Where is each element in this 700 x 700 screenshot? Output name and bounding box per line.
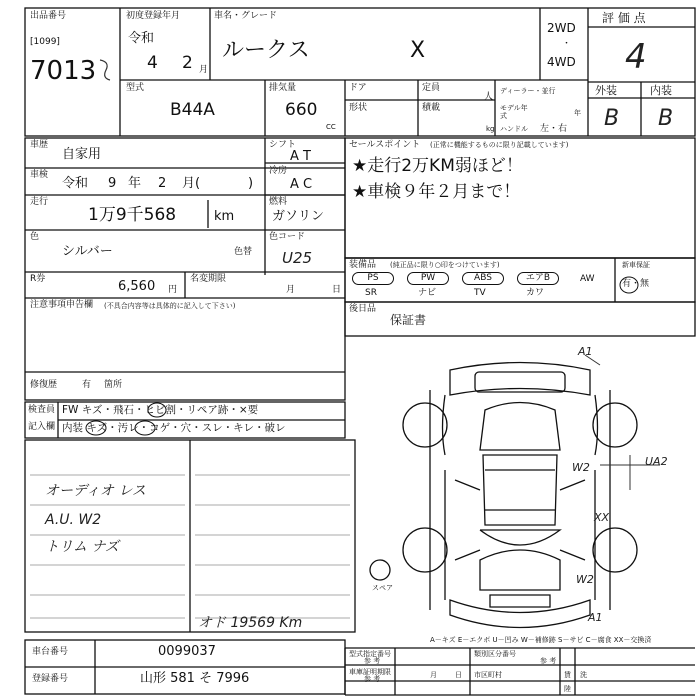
type-ref: 参 考: [364, 657, 381, 665]
interior-label: 内装: [650, 84, 672, 97]
cc-unit: CC: [326, 123, 336, 131]
memo-line-2: A.U. W2: [45, 512, 102, 528]
cert-ref: 参 考: [364, 675, 381, 683]
mileage-value: 1万9千568: [88, 205, 177, 225]
history-label: 車歴: [30, 140, 49, 150]
equip-airbag: エアB: [517, 272, 559, 285]
reg-year: 4: [147, 53, 158, 73]
mileage-memo: オド 19569 Km: [198, 615, 303, 631]
sales-point-1: ★走行2万KM弱ほど！: [352, 156, 523, 176]
door-label: ドア: [349, 83, 367, 93]
car-grade: X: [410, 38, 426, 63]
reg-year-label: 初度登録年月: [126, 11, 181, 21]
load-unit: kg: [486, 125, 495, 133]
notes-label: 注意事項申告欄: [30, 300, 94, 310]
color-label: 色: [30, 232, 40, 242]
mileage-label: 走行: [30, 197, 49, 207]
equip-tv: TV: [474, 288, 486, 298]
damage-mark-w2-rear: W2: [576, 573, 594, 586]
model-value: B44A: [170, 100, 215, 120]
shaken-close: ): [248, 176, 254, 191]
drive-4wd: 4WD: [547, 55, 576, 69]
dealer-label: ディーラー・並行: [500, 87, 556, 95]
repair-value: 有: [82, 380, 92, 390]
load-label: 積載: [422, 103, 441, 113]
equipment-label: 装備品: [349, 260, 377, 270]
mileage-unit: km: [214, 209, 235, 224]
capacity-unit: 人: [484, 92, 494, 102]
inspector-label-2: 記入欄: [28, 422, 56, 432]
score-label: 評 価 点: [602, 11, 646, 25]
handle-label: ハンドル: [500, 125, 528, 133]
city-label: 市区町村: [474, 671, 502, 679]
color-value: シルバー: [62, 244, 113, 259]
lot-no-label: 出品番号: [30, 11, 67, 21]
color-code-value: U25: [282, 249, 313, 267]
color-code-label: 色コード: [269, 232, 306, 242]
cert-month: 月: [430, 671, 437, 679]
handle-value: 左・右: [540, 124, 568, 134]
inspector-label-1: 検査員: [28, 405, 56, 415]
lot-number: 7013: [30, 56, 97, 86]
documents-value: 保証書: [390, 313, 427, 327]
other-label: 陸: [564, 685, 571, 693]
exterior-label: 外装: [595, 84, 617, 97]
history-value: 自家用: [62, 147, 102, 162]
inspector-line-1: FW キズ・飛石・ヒビ割・リペア跡・×要: [62, 404, 259, 416]
inspector-line-2: 内装 キズ・汚レ・コゲ・穴・スレ・キレ・破レ: [62, 422, 286, 434]
damage-legend: A－キズ E－エクボ U－凹み W－補修跡 S－サビ C－腐食 XX－交換済: [430, 636, 652, 644]
displacement-value: 660: [285, 100, 318, 120]
interior-grade: B: [658, 106, 674, 131]
damage-mark-xx: XX: [594, 511, 610, 524]
shaken-era: 令和: [62, 176, 89, 191]
meigi-month: 月: [286, 285, 296, 295]
meigi-day: 日: [332, 285, 342, 295]
equip-ps: PS: [352, 272, 394, 285]
type-label: 型式指定番号: [349, 650, 391, 658]
reg-era: 令和: [128, 31, 155, 46]
equip-abs: ABS: [462, 272, 504, 285]
shaken-label: 車検: [30, 170, 49, 180]
damage-mark-ua2: UA2: [645, 455, 668, 468]
class-label: 類別区分番号: [474, 650, 516, 658]
shape-label: 形状: [349, 103, 368, 113]
damage-mark-a1-top: A1: [578, 345, 593, 358]
chassis-label: 車台番号: [32, 647, 69, 657]
chassis-value: 0099037: [158, 644, 216, 659]
equip-leather: カワ: [526, 288, 545, 298]
wash-label: 洗: [580, 671, 587, 679]
sales-note: (正常に機能するものに限り記載しています): [430, 141, 569, 149]
sales-label: セールスポイント: [349, 140, 421, 150]
documents-label: 後日品: [349, 304, 377, 314]
shaken-year: 9: [108, 176, 117, 191]
exterior-grade: B: [604, 106, 620, 131]
equip-sr: SR: [365, 288, 377, 298]
shaken-month-unit: 月(: [182, 176, 201, 191]
cert-label: 車庫証明期限: [349, 668, 391, 676]
sales-point-2: ★車検９年２月まで！: [352, 182, 521, 202]
new-car-warranty-value: 有・無: [622, 279, 650, 289]
damage-mark-w2-right: W2: [572, 461, 590, 474]
registration-label: 登録番号: [32, 674, 69, 684]
model-year-label: モデル年式: [500, 104, 528, 120]
equip-pw: PW: [407, 272, 449, 285]
registration-value: 山形 581 そ 7996: [140, 671, 250, 686]
drive-dot: ・: [562, 39, 572, 49]
meigi-label: 名変期限: [190, 274, 227, 284]
car-diagram: [370, 363, 637, 628]
color-change-label: 色替: [234, 247, 253, 257]
displacement-label: 排気量: [269, 83, 297, 93]
rent-label: 賃: [564, 671, 571, 679]
lot-code: [1099]: [30, 37, 60, 47]
repair-label: 修復歴: [30, 380, 58, 390]
class-ref: 参 考: [540, 657, 557, 665]
reg-month: 2: [182, 53, 193, 73]
ac-value: A C: [290, 177, 313, 192]
equipment-note: (純正品に限り○印をつけています): [390, 261, 500, 269]
score-value: 4: [625, 37, 647, 77]
model-label: 型式: [126, 83, 145, 93]
new-car-warranty-label: 新車保証: [622, 261, 650, 269]
r-value: 6,560: [118, 279, 156, 294]
drive-2wd: 2WD: [547, 21, 576, 35]
model-year-unit: 年: [574, 109, 581, 117]
cert-day: 日: [455, 671, 462, 679]
fuel-value: ガソリン: [272, 209, 325, 224]
capacity-label: 定員: [422, 83, 441, 93]
reg-month-unit: 月: [199, 65, 209, 75]
r-yen: 円: [168, 285, 178, 295]
equip-navi: ナビ: [418, 288, 437, 298]
shift-value: A T: [290, 149, 311, 164]
damage-mark-a1-bottom: A1: [588, 611, 603, 624]
repair-suffix: 箇所: [104, 380, 123, 390]
fuel-label: 燃料: [269, 197, 288, 207]
shaken-month: 2: [158, 176, 167, 191]
ac-label: 冷房: [269, 166, 288, 176]
shift-label: シフト: [269, 140, 297, 150]
car-name: ルークス: [222, 38, 310, 63]
r-label: R券: [30, 274, 46, 284]
spare-label: スペア: [372, 584, 393, 592]
name-label: 車名・グレード: [214, 11, 278, 21]
memo-line-3: トリム ナズ: [45, 539, 119, 555]
equip-aw: AW: [580, 274, 595, 284]
shaken-year-unit: 年: [128, 176, 142, 191]
memo-line-1: オーディオ レス: [45, 483, 146, 499]
notes-sub: (不具合内容等は具体的に記入して下さい): [104, 302, 236, 310]
